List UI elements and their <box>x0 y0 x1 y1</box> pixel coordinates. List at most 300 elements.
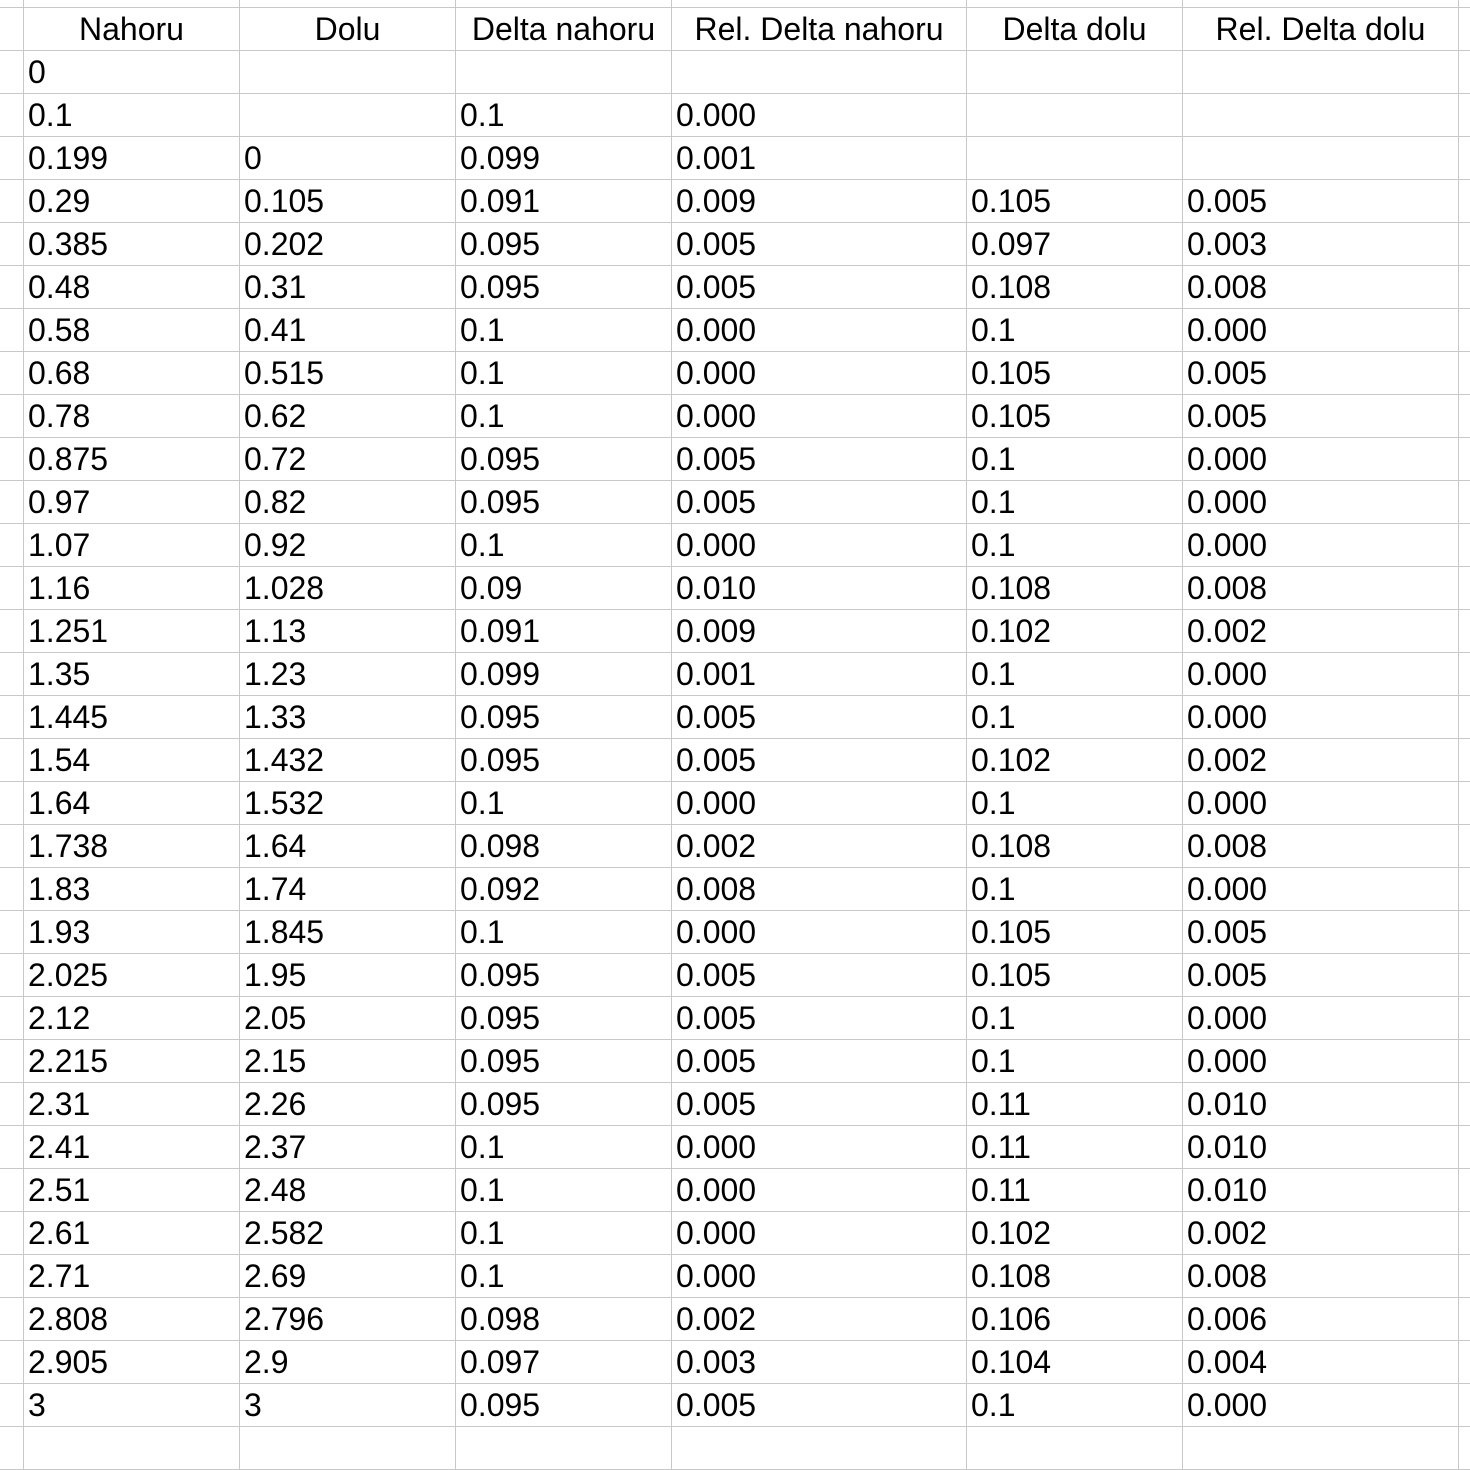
table-cell[interactable]: 0.095 <box>456 954 672 996</box>
row-gutter <box>0 1384 24 1426</box>
table-cell[interactable]: 2.796 <box>240 1298 456 1340</box>
table-cell[interactable]: 0.008 <box>1183 567 1459 609</box>
table-cell[interactable]: 0.1 <box>456 94 672 136</box>
table-cell[interactable]: 0.108 <box>967 266 1183 308</box>
table-cell[interactable]: 0.000 <box>672 352 967 394</box>
table-cell[interactable]: 0.000 <box>672 911 967 953</box>
row-gutter <box>0 997 24 1039</box>
table-cell[interactable]: 1.028 <box>240 567 456 609</box>
empty-cell[interactable] <box>1459 1212 1470 1254</box>
table-cell[interactable]: 2.37 <box>240 1126 456 1168</box>
table-cell[interactable]: 0.098 <box>456 1298 672 1340</box>
row-gutter <box>0 180 24 222</box>
table-cell[interactable]: 2.9 <box>240 1341 456 1383</box>
empty-cell[interactable] <box>1459 266 1470 308</box>
table-cell[interactable]: 0.1 <box>456 1126 672 1168</box>
empty-cell[interactable] <box>967 1427 1183 1469</box>
empty-cell[interactable] <box>1459 610 1470 652</box>
empty-cell[interactable] <box>1459 1126 1470 1168</box>
table-row <box>0 395 1470 438</box>
table-cell[interactable]: 0.58 <box>24 309 240 351</box>
table-cell[interactable]: 0.005 <box>1183 911 1459 953</box>
top-edge-cell <box>1183 0 1459 7</box>
row-gutter <box>0 1427 24 1469</box>
table-cell[interactable]: 0.005 <box>672 1083 967 1125</box>
table-row <box>0 1427 1470 1470</box>
empty-cell[interactable] <box>1459 739 1470 781</box>
table-cell[interactable] <box>240 94 456 136</box>
table-row <box>0 352 1470 395</box>
table-cell[interactable]: 0.091 <box>456 610 672 652</box>
table-cell[interactable]: 0.095 <box>456 696 672 738</box>
table-cell[interactable] <box>967 94 1183 136</box>
table-cell[interactable]: 0.11 <box>967 1126 1183 1168</box>
table-cell[interactable]: 0.105 <box>967 911 1183 953</box>
table-cell[interactable]: 0.004 <box>1183 1341 1459 1383</box>
table-row <box>0 653 1470 696</box>
header-cell-delta-nahoru[interactable]: Delta nahoru <box>456 8 672 50</box>
table-row <box>0 739 1470 782</box>
table-cell[interactable]: 2.025 <box>24 954 240 996</box>
table-cell[interactable]: 0.002 <box>1183 610 1459 652</box>
table-cell[interactable]: 0.095 <box>456 223 672 265</box>
table-cell[interactable]: 0.1 <box>456 395 672 437</box>
empty-cell[interactable] <box>1459 1427 1470 1469</box>
table-row <box>0 868 1470 911</box>
table-cell[interactable]: 2.61 <box>24 1212 240 1254</box>
row-gutter <box>0 954 24 996</box>
table-cell[interactable]: 1.445 <box>24 696 240 738</box>
table-cell[interactable]: 0.68 <box>24 352 240 394</box>
empty-cell[interactable] <box>1459 481 1470 523</box>
table-cell[interactable]: 0.005 <box>672 739 967 781</box>
empty-cell[interactable] <box>1459 782 1470 824</box>
table-cell[interactable]: 0.002 <box>1183 739 1459 781</box>
table-cell[interactable]: 0.008 <box>1183 825 1459 867</box>
row-gutter <box>0 524 24 566</box>
table-cell[interactable]: 0.102 <box>967 1212 1183 1254</box>
table-cell[interactable]: 0.1 <box>967 481 1183 523</box>
table-cell[interactable]: 0.098 <box>456 825 672 867</box>
table-cell[interactable]: 0.010 <box>672 567 967 609</box>
table-cell[interactable]: 0.31 <box>240 266 456 308</box>
header-cell-nahoru[interactable]: Nahoru <box>24 8 240 50</box>
table-cell[interactable]: 1.07 <box>24 524 240 566</box>
row-gutter <box>0 653 24 695</box>
table-cell[interactable]: 0.105 <box>967 395 1183 437</box>
table-cell[interactable]: 0.009 <box>672 180 967 222</box>
table-row <box>0 1384 1470 1427</box>
table-cell[interactable]: 1.532 <box>240 782 456 824</box>
table-cell[interactable]: 0.105 <box>967 352 1183 394</box>
empty-cell[interactable] <box>456 1427 672 1469</box>
table-cell[interactable]: 0.095 <box>456 438 672 480</box>
table-cell[interactable]: 0.000 <box>672 94 967 136</box>
table-cell[interactable]: 0.106 <box>967 1298 1183 1340</box>
row-gutter <box>0 51 24 93</box>
table-cell[interactable]: 0.095 <box>456 739 672 781</box>
table-cell[interactable]: 0.000 <box>1183 997 1459 1039</box>
empty-cell[interactable] <box>1459 1255 1470 1297</box>
table-cell[interactable]: 0.105 <box>967 954 1183 996</box>
table-row <box>0 1169 1470 1212</box>
table-cell[interactable]: 0.97 <box>24 481 240 523</box>
empty-cell[interactable] <box>1459 997 1470 1039</box>
header-cell-delta-dolu[interactable]: Delta dolu <box>967 8 1183 50</box>
table-cell[interactable]: 1.64 <box>240 825 456 867</box>
empty-cell[interactable] <box>1459 868 1470 910</box>
table-cell[interactable]: 0.000 <box>672 309 967 351</box>
empty-cell[interactable] <box>1459 352 1470 394</box>
table-cell[interactable]: 0.108 <box>967 1255 1183 1297</box>
table-cell[interactable]: 0.006 <box>1183 1298 1459 1340</box>
empty-cell[interactable] <box>1459 524 1470 566</box>
row-gutter <box>0 94 24 136</box>
table-cell[interactable]: 0.1 <box>456 524 672 566</box>
table-cell[interactable]: 1.54 <box>24 739 240 781</box>
table-cell[interactable]: 0.1 <box>967 868 1183 910</box>
table-cell[interactable]: 0.62 <box>240 395 456 437</box>
header-cell-rel-delta-dolu[interactable]: Rel. Delta dolu <box>1183 8 1459 50</box>
table-cell[interactable]: 0.000 <box>1183 1040 1459 1082</box>
table-cell[interactable]: 1.23 <box>240 653 456 695</box>
table-cell[interactable]: 0.82 <box>240 481 456 523</box>
empty-cell[interactable] <box>1459 954 1470 996</box>
table-cell[interactable]: 0.000 <box>1183 309 1459 351</box>
table-cell[interactable]: 0.1 <box>967 997 1183 1039</box>
table-cell[interactable]: 0 <box>24 51 240 93</box>
table-cell[interactable]: 0.000 <box>1183 524 1459 566</box>
table-row <box>0 438 1470 481</box>
empty-cell[interactable] <box>1459 438 1470 480</box>
table-row <box>0 524 1470 567</box>
empty-cell[interactable] <box>1459 1384 1470 1426</box>
table-cell[interactable]: 1.64 <box>24 782 240 824</box>
table-cell[interactable]: 0.1 <box>456 782 672 824</box>
empty-cell[interactable] <box>1459 696 1470 738</box>
table-cell[interactable]: 0.005 <box>672 696 967 738</box>
row-gutter <box>0 1255 24 1297</box>
table-cell[interactable]: 0.002 <box>672 825 967 867</box>
table-row <box>0 309 1470 352</box>
table-cell[interactable]: 2.808 <box>24 1298 240 1340</box>
table-cell[interactable]: 0.010 <box>1183 1169 1459 1211</box>
empty-cell[interactable] <box>1183 1427 1459 1469</box>
table-cell[interactable]: 0.000 <box>1183 696 1459 738</box>
table-cell[interactable]: 0.1 <box>967 438 1183 480</box>
table-cell[interactable] <box>1183 51 1459 93</box>
table-cell[interactable]: 1.33 <box>240 696 456 738</box>
table-cell[interactable]: 0.1 <box>967 696 1183 738</box>
row-gutter <box>0 352 24 394</box>
table-cell[interactable]: 0.005 <box>1183 180 1459 222</box>
table-cell[interactable]: 1.35 <box>24 653 240 695</box>
table-cell[interactable]: 0.1 <box>456 1255 672 1297</box>
table-cell[interactable]: 0.875 <box>24 438 240 480</box>
table-cell[interactable]: 0.005 <box>672 223 967 265</box>
row-gutter <box>0 782 24 824</box>
row-gutter <box>0 567 24 609</box>
empty-cell[interactable] <box>1459 395 1470 437</box>
row-gutter <box>0 696 24 738</box>
table-cell[interactable]: 0.005 <box>672 997 967 1039</box>
empty-cell[interactable] <box>1459 911 1470 953</box>
table-row <box>0 1083 1470 1126</box>
table-cell[interactable]: 1.95 <box>240 954 456 996</box>
table-cell[interactable]: 0.008 <box>1183 1255 1459 1297</box>
table-cell[interactable]: 3 <box>240 1384 456 1426</box>
table-row <box>0 223 1470 266</box>
top-edge-cell <box>672 0 967 7</box>
top-edge-cell <box>967 0 1183 7</box>
table-cell[interactable]: 0.001 <box>672 137 967 179</box>
table-cell[interactable]: 0.092 <box>456 868 672 910</box>
table-cell[interactable]: 0.009 <box>672 610 967 652</box>
table-cell[interactable]: 0.099 <box>456 137 672 179</box>
table-cell[interactable] <box>240 51 456 93</box>
table-cell[interactable]: 0.1 <box>967 309 1183 351</box>
table-row <box>0 266 1470 309</box>
table-cell[interactable]: 0.008 <box>1183 266 1459 308</box>
table-cell[interactable]: 0.000 <box>672 395 967 437</box>
table-cell[interactable]: 0.000 <box>672 1126 967 1168</box>
table-cell[interactable]: 2.05 <box>240 997 456 1039</box>
table-cell[interactable]: 0.097 <box>456 1341 672 1383</box>
table-cell[interactable]: 1.432 <box>240 739 456 781</box>
table-cell[interactable]: 0.005 <box>1183 395 1459 437</box>
row-gutter <box>0 1126 24 1168</box>
table-row <box>0 825 1470 868</box>
table-row <box>0 954 1470 997</box>
top-edge-cell <box>24 0 240 7</box>
table-cell[interactable] <box>1183 137 1459 179</box>
row-gutter <box>0 1298 24 1340</box>
table-row <box>0 1341 1470 1384</box>
table-cell[interactable]: 1.251 <box>24 610 240 652</box>
table-cell[interactable]: 0.099 <box>456 653 672 695</box>
table-cell[interactable]: 0.003 <box>672 1341 967 1383</box>
empty-cell[interactable] <box>1459 309 1470 351</box>
table-cell[interactable]: 0.000 <box>1183 782 1459 824</box>
table-cell[interactable]: 0.29 <box>24 180 240 222</box>
table-cell[interactable]: 1.74 <box>240 868 456 910</box>
table-cell[interactable]: 1.845 <box>240 911 456 953</box>
table-cell[interactable]: 0.1 <box>967 524 1183 566</box>
table-cell[interactable]: 0.095 <box>456 1384 672 1426</box>
table-cell[interactable]: 0.002 <box>672 1298 967 1340</box>
empty-cell[interactable] <box>1459 1040 1470 1082</box>
table-row <box>0 94 1470 137</box>
table-cell[interactable]: 1.83 <box>24 868 240 910</box>
table-row <box>0 1126 1470 1169</box>
table-cell[interactable]: 0.005 <box>672 1040 967 1082</box>
table-cell[interactable]: 2.12 <box>24 997 240 1039</box>
row-gutter <box>0 739 24 781</box>
empty-cell[interactable] <box>1459 653 1470 695</box>
table-row <box>0 1212 1470 1255</box>
top-edge-cell <box>1459 0 1470 7</box>
table-cell[interactable]: 0.202 <box>240 223 456 265</box>
table-cell[interactable]: 0.1 <box>456 1212 672 1254</box>
table-cell[interactable]: 0.095 <box>456 481 672 523</box>
table-row <box>0 51 1470 94</box>
table-cell[interactable]: 0.1 <box>456 352 672 394</box>
row-gutter <box>0 266 24 308</box>
table-cell[interactable]: 0.09 <box>456 567 672 609</box>
empty-cell[interactable] <box>1459 137 1470 179</box>
table-cell[interactable]: 0.097 <box>967 223 1183 265</box>
empty-cell[interactable] <box>1459 8 1470 50</box>
table-cell[interactable]: 0.005 <box>672 438 967 480</box>
table-cell[interactable]: 2.582 <box>240 1212 456 1254</box>
table-cell[interactable]: 0.000 <box>672 524 967 566</box>
table-cell[interactable]: 0.102 <box>967 610 1183 652</box>
top-edge-row <box>0 0 1470 8</box>
table-cell[interactable]: 0.105 <box>240 180 456 222</box>
table-cell[interactable]: 1.16 <box>24 567 240 609</box>
table-cell[interactable]: 0.108 <box>967 567 1183 609</box>
table-cell[interactable]: 0.095 <box>456 997 672 1039</box>
empty-cell[interactable] <box>1459 1341 1470 1383</box>
table-cell[interactable]: 2.15 <box>240 1040 456 1082</box>
empty-cell[interactable] <box>1459 1298 1470 1340</box>
table-cell[interactable]: 0.1 <box>24 94 240 136</box>
empty-cell[interactable] <box>672 1427 967 1469</box>
empty-cell[interactable] <box>24 1427 240 1469</box>
table-cell[interactable]: 2.26 <box>240 1083 456 1125</box>
table-cell[interactable]: 0.78 <box>24 395 240 437</box>
table-cell[interactable]: 0.005 <box>672 266 967 308</box>
table-cell[interactable]: 2.71 <box>24 1255 240 1297</box>
table-cell[interactable]: 0 <box>240 137 456 179</box>
row-gutter <box>0 911 24 953</box>
table-cell[interactable]: 0.003 <box>1183 223 1459 265</box>
table-cell[interactable]: 0.000 <box>672 1255 967 1297</box>
table-row <box>0 782 1470 825</box>
table-cell[interactable]: 0.001 <box>672 653 967 695</box>
table-cell[interactable] <box>1183 94 1459 136</box>
empty-cell[interactable] <box>1459 825 1470 867</box>
table-cell[interactable]: 0.091 <box>456 180 672 222</box>
row-gutter <box>0 137 24 179</box>
table-cell[interactable]: 0.1 <box>967 1040 1183 1082</box>
row-gutter <box>0 610 24 652</box>
row-gutter <box>0 1040 24 1082</box>
empty-cell[interactable] <box>1459 94 1470 136</box>
table-cell[interactable]: 1.93 <box>24 911 240 953</box>
table-cell[interactable]: 0.095 <box>456 1083 672 1125</box>
table-cell[interactable]: 2.41 <box>24 1126 240 1168</box>
table-cell[interactable]: 3 <box>24 1384 240 1426</box>
empty-cell[interactable] <box>1459 1169 1470 1211</box>
empty-cell[interactable] <box>240 1427 456 1469</box>
header-cell-dolu[interactable]: Dolu <box>240 8 456 50</box>
table-cell[interactable]: 2.48 <box>240 1169 456 1211</box>
empty-cell[interactable] <box>1459 51 1470 93</box>
table-cell[interactable]: 0.1 <box>456 309 672 351</box>
table-cell[interactable]: 0.010 <box>1183 1083 1459 1125</box>
table-cell[interactable]: 0.199 <box>24 137 240 179</box>
table-cell[interactable]: 0.104 <box>967 1341 1183 1383</box>
table-cell[interactable]: 2.69 <box>240 1255 456 1297</box>
table-cell[interactable]: 0.095 <box>456 1040 672 1082</box>
table-row <box>0 1298 1470 1341</box>
table-cell[interactable]: 0.005 <box>1183 352 1459 394</box>
top-edge-cell <box>240 0 456 7</box>
table-cell[interactable]: 0.002 <box>1183 1212 1459 1254</box>
table-cell[interactable]: 0.108 <box>967 825 1183 867</box>
table-cell[interactable]: 0.72 <box>240 438 456 480</box>
empty-cell[interactable] <box>1459 567 1470 609</box>
table-row <box>0 911 1470 954</box>
table-cell[interactable]: 0.000 <box>1183 868 1459 910</box>
table-row <box>0 997 1470 1040</box>
table-cell[interactable]: 0.010 <box>1183 1126 1459 1168</box>
table-row <box>0 696 1470 739</box>
table-row <box>0 481 1470 524</box>
table-cell[interactable]: 0.000 <box>672 782 967 824</box>
table-cell[interactable]: 0.105 <box>967 180 1183 222</box>
table-cell[interactable]: 0.005 <box>672 1384 967 1426</box>
table-cell[interactable]: 0.102 <box>967 739 1183 781</box>
table-cell[interactable]: 2.31 <box>24 1083 240 1125</box>
table-cell[interactable]: 0.92 <box>240 524 456 566</box>
table-cell[interactable] <box>967 51 1183 93</box>
table-cell[interactable]: 0.000 <box>672 1169 967 1211</box>
table-cell[interactable]: 0.1 <box>967 653 1183 695</box>
table-cell[interactable]: 0.11 <box>967 1169 1183 1211</box>
row-gutter <box>0 395 24 437</box>
row-gutter <box>0 1169 24 1211</box>
table-cell[interactable]: 0.515 <box>240 352 456 394</box>
table-cell[interactable]: 0.000 <box>1183 438 1459 480</box>
table-cell[interactable]: 0.000 <box>1183 653 1459 695</box>
empty-cell[interactable] <box>1459 223 1470 265</box>
table-cell[interactable]: 0.1 <box>967 782 1183 824</box>
table-cell[interactable] <box>672 51 967 93</box>
table-cell[interactable]: 0.008 <box>672 868 967 910</box>
table-cell[interactable]: 0.005 <box>672 481 967 523</box>
table-cell[interactable]: 0.41 <box>240 309 456 351</box>
table-row <box>0 180 1470 223</box>
header-cell-rel-delta-nahoru[interactable]: Rel. Delta nahoru <box>672 8 967 50</box>
table-cell[interactable]: 0.005 <box>672 954 967 996</box>
table-cell[interactable]: 1.13 <box>240 610 456 652</box>
table-cell[interactable]: 0.48 <box>24 266 240 308</box>
table-cell[interactable]: 0.1 <box>456 1169 672 1211</box>
row-gutter <box>0 438 24 480</box>
table-cell[interactable]: 1.738 <box>24 825 240 867</box>
table-cell[interactable]: 0.000 <box>1183 1384 1459 1426</box>
table-cell[interactable]: 0.000 <box>1183 481 1459 523</box>
table-cell[interactable]: 2.905 <box>24 1341 240 1383</box>
table-cell[interactable]: 0.095 <box>456 266 672 308</box>
table-row <box>0 1040 1470 1083</box>
header-row <box>0 8 1470 51</box>
table-cell[interactable]: 0.1 <box>456 911 672 953</box>
table-cell[interactable]: 2.51 <box>24 1169 240 1211</box>
table-cell[interactable]: 2.215 <box>24 1040 240 1082</box>
table-cell[interactable]: 0.005 <box>1183 954 1459 996</box>
table-cell[interactable]: 0.1 <box>967 1384 1183 1426</box>
table-cell[interactable] <box>456 51 672 93</box>
table-cell[interactable]: 0.000 <box>672 1212 967 1254</box>
table-cell[interactable]: 0.11 <box>967 1083 1183 1125</box>
table-cell[interactable] <box>967 137 1183 179</box>
table-cell[interactable]: 0.385 <box>24 223 240 265</box>
empty-cell[interactable] <box>1459 1083 1470 1125</box>
empty-cell[interactable] <box>1459 180 1470 222</box>
